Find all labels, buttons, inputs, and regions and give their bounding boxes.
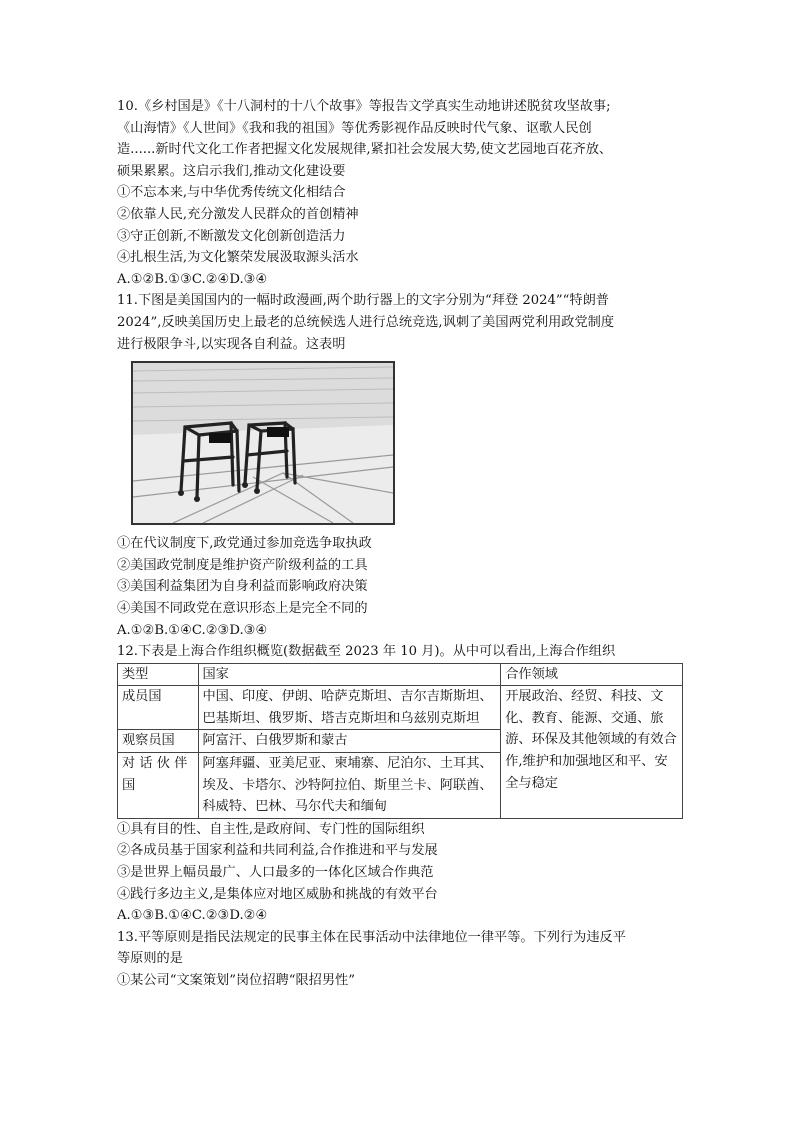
question-10-option: ②依靠人民,充分激发人民群众的首创精神 [117, 206, 359, 222]
table-header-field: 合作领域 [501, 663, 683, 686]
question-11-stem-line: 11.下图是美国国内的一幅时政漫画,两个助行器上的文字分别为“拜登 2024”“特朗普 [117, 293, 609, 309]
question-13-stem-line: 13.平等原则是指民法规定的民事主体在民事活动中法律地位一律平等。下列行为违反平 [117, 929, 626, 945]
question-10-option: ④扎根生活,为文化繁荣发展汲取源头活水 [117, 250, 359, 266]
question-12-stem: 12.下表是上海合作组织概览(数据截至 2023 年 10 月)。从中可以看出,上海合作组织 [117, 644, 616, 660]
question-10-stem-line: 10.《乡村国是》《十八洞村的十八个故事》等报告文学真实生动地讲述脱贫攻坚故事; [117, 99, 611, 114]
question-11-option: ②美国政党制度是维护资产阶级利益的工具 [117, 557, 368, 573]
table-cell-type: 成员国 [118, 686, 199, 730]
walker-cartoon-drawing [133, 363, 393, 523]
question-10-option: ①不忘本来,与中华优秀传统文化相结合 [117, 185, 346, 201]
question-13-option: ①某公司“文案策划”岗位招聘“限招男性” [117, 973, 355, 988]
sco-overview-table [117, 663, 683, 819]
question-11-option: ④美国不同政党在意识形态上是完全不同的 [117, 600, 368, 616]
question-11-option: ③美国利益集团为自身利益而影响政府决策 [117, 579, 368, 595]
question-11-stem-line: 进行极限争斗,以实现各自利益。这表明 [117, 336, 346, 352]
question-10 [117, 96, 683, 290]
table-header-type: 类型 [118, 663, 199, 686]
table-header-row [118, 663, 683, 686]
table-cell-countries: 阿塞拜疆、亚美尼亚、柬埔寨、尼泊尔、土耳其、埃及、卡塔尔、沙特阿拉伯、斯里兰卡、阿联酋、科威特、巴林、马尔代夫和缅甸 [198, 753, 501, 819]
question-13-stem-line: 等原则的是 [117, 951, 183, 967]
question-12-option: ④践行多边主义,是集体应对地区威胁和挑战的有效平台 [117, 886, 438, 902]
question-11-stem-line: 2024”,反映美国历史上最老的总统候选人进行总统竞选,讽刺了美国两党利用政党制度 [117, 314, 615, 330]
question-10-answers: A.①②B.①③C.②④D.③④ [117, 271, 268, 287]
question-10-stem-line: 《山海情》《人世间》《我和我的祖国》等优秀影视作品反映时代气象、讴歌人民创 [117, 120, 592, 136]
question-12 [117, 641, 683, 927]
question-12-option: ②各成员基于国家利益和共同利益,合作推进和平与发展 [117, 843, 438, 859]
question-11-answers: A.①②B.①④C.②③D.③④ [117, 622, 268, 638]
question-12-option: ③是世界上幅员最广、人口最多的一体化区域合作典范 [117, 865, 434, 881]
question-13 [117, 927, 683, 992]
question-10-stem-line: 硕果累累。这启示我们,推动文化建设要 [117, 163, 346, 179]
table-row [118, 686, 683, 730]
table-cell-cooperation-field: 开展政治、经贸、科技、文化、教育、能源、交通、旅游、环保及其他领域的有效合作,维护和加强地区和平、安全与稳定 [501, 686, 683, 819]
exam-page [117, 96, 683, 992]
table-cell-type: 对 话 伙 伴 国 [118, 753, 199, 819]
question-10-stem-line: 造......新时代文化工作者把握文化发展规律,紧扣社会发展大势,使文艺园地百花齐放、 [117, 142, 613, 158]
table-cell-countries: 中国、印度、伊朗、哈萨克斯坦、吉尔吉斯斯坦、巴基斯坦、俄罗斯、塔吉克斯坦和乌兹别克斯坦 [198, 686, 501, 730]
table-cell-countries: 阿富汗、白俄罗斯和蒙古 [198, 730, 501, 753]
question-11 [117, 290, 683, 641]
table-cell-type: 观察员国 [118, 730, 199, 753]
question-11-option: ①在代议制度下,政党通过参加竞选争取执政 [117, 536, 372, 552]
political-cartoon-image [131, 361, 395, 525]
table-header-countries: 国家 [198, 663, 501, 686]
question-12-option: ①具有目的性、自主性,是政府间、专门性的国际组织 [117, 821, 425, 837]
question-10-option: ③守正创新,不断激发文化创新创造活力 [117, 228, 346, 244]
question-12-answers: A.①③B.①④C.②③D.②④ [117, 908, 268, 924]
